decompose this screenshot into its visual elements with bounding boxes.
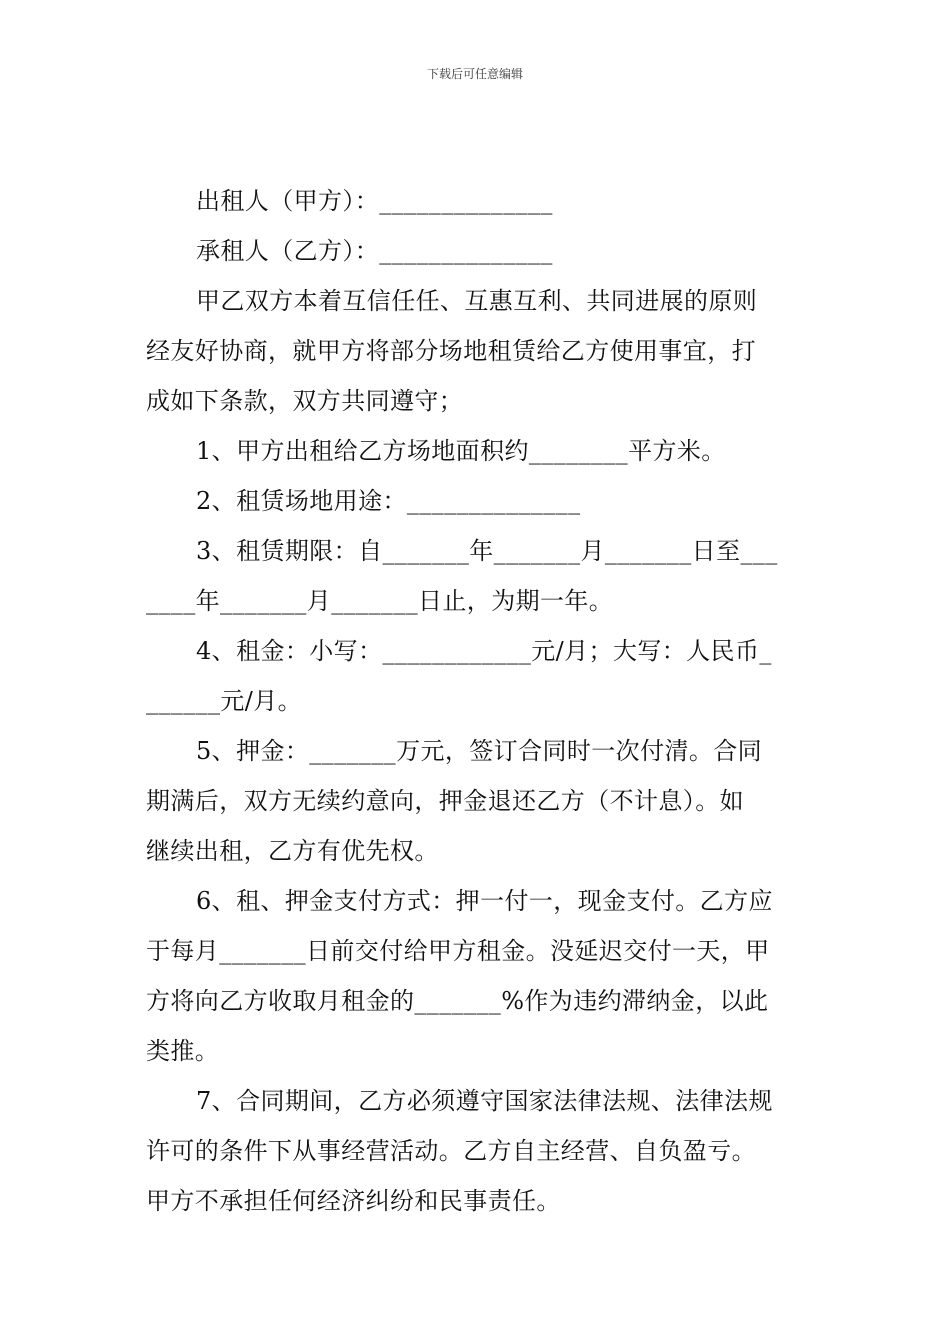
clause-5-line-3: 继续出租，乙方有优先权。 <box>146 837 439 865</box>
preamble-line-1: 甲乙双方本着互信任任、互惠互利、共同进展的原则 <box>196 287 758 315</box>
clause-6-line-4: 类推。 <box>146 1037 220 1065</box>
clause-4-line-2: ______元/月。 <box>146 687 303 715</box>
lessee-line: 承租人（乙方）：______________ <box>196 237 553 265</box>
clause-7-line-2: 许可的条件下从事经营活动。乙方自主经营、自负盈亏。 <box>146 1137 756 1165</box>
preamble-line-3: 成如下条款，双方共同遵守； <box>146 387 464 415</box>
clause-3-line-1: 3、租赁期限：自_______年_______月_______日至___ <box>196 537 778 565</box>
clause-5-line-2: 期满后，双方无续约意向，押金退还乙方（不计息）。如 <box>146 787 744 815</box>
clause-1-line-1: 1、甲方出租给乙方场地面积约________平方米。 <box>196 437 726 465</box>
clause-6-line-1: 6、租、押金支付方式：押一付一，现金支付。乙方应 <box>196 887 773 915</box>
clause-6-line-3: 方将向乙方收取月租金的_______%作为违约滞纳金，以此 <box>146 987 769 1015</box>
clause-7-line-1: 7、合同期间，乙方必须遵守国家法律法规、法律法规 <box>196 1087 773 1115</box>
lessor-line: 出租人（甲方）：______________ <box>196 187 553 215</box>
document-body <box>146 176 810 1226</box>
clause-2-line-1: 2、租赁场地用途：______________ <box>196 487 581 515</box>
clause-3-line-2: ____年_______月_______日止，为期一年。 <box>146 587 614 615</box>
clause-4-line-1: 4、租金：小写：____________元/月；大写：人民币_ <box>196 637 772 665</box>
header-note: 下载后可任意编辑 <box>426 67 523 81</box>
preamble-line-2: 经友好协商，就甲方将部分场地租赁给乙方使用事宜，打 <box>146 337 756 365</box>
clause-6-line-2: 于每月_______日前交付给甲方租金。没延迟交付一天，甲 <box>146 937 770 965</box>
clause-5-line-1: 5、押金：_______万元，签订合同时一次付清。合同 <box>196 737 763 765</box>
clause-7-line-3: 甲方不承担任何经济纠纷和民事责任。 <box>146 1187 561 1215</box>
